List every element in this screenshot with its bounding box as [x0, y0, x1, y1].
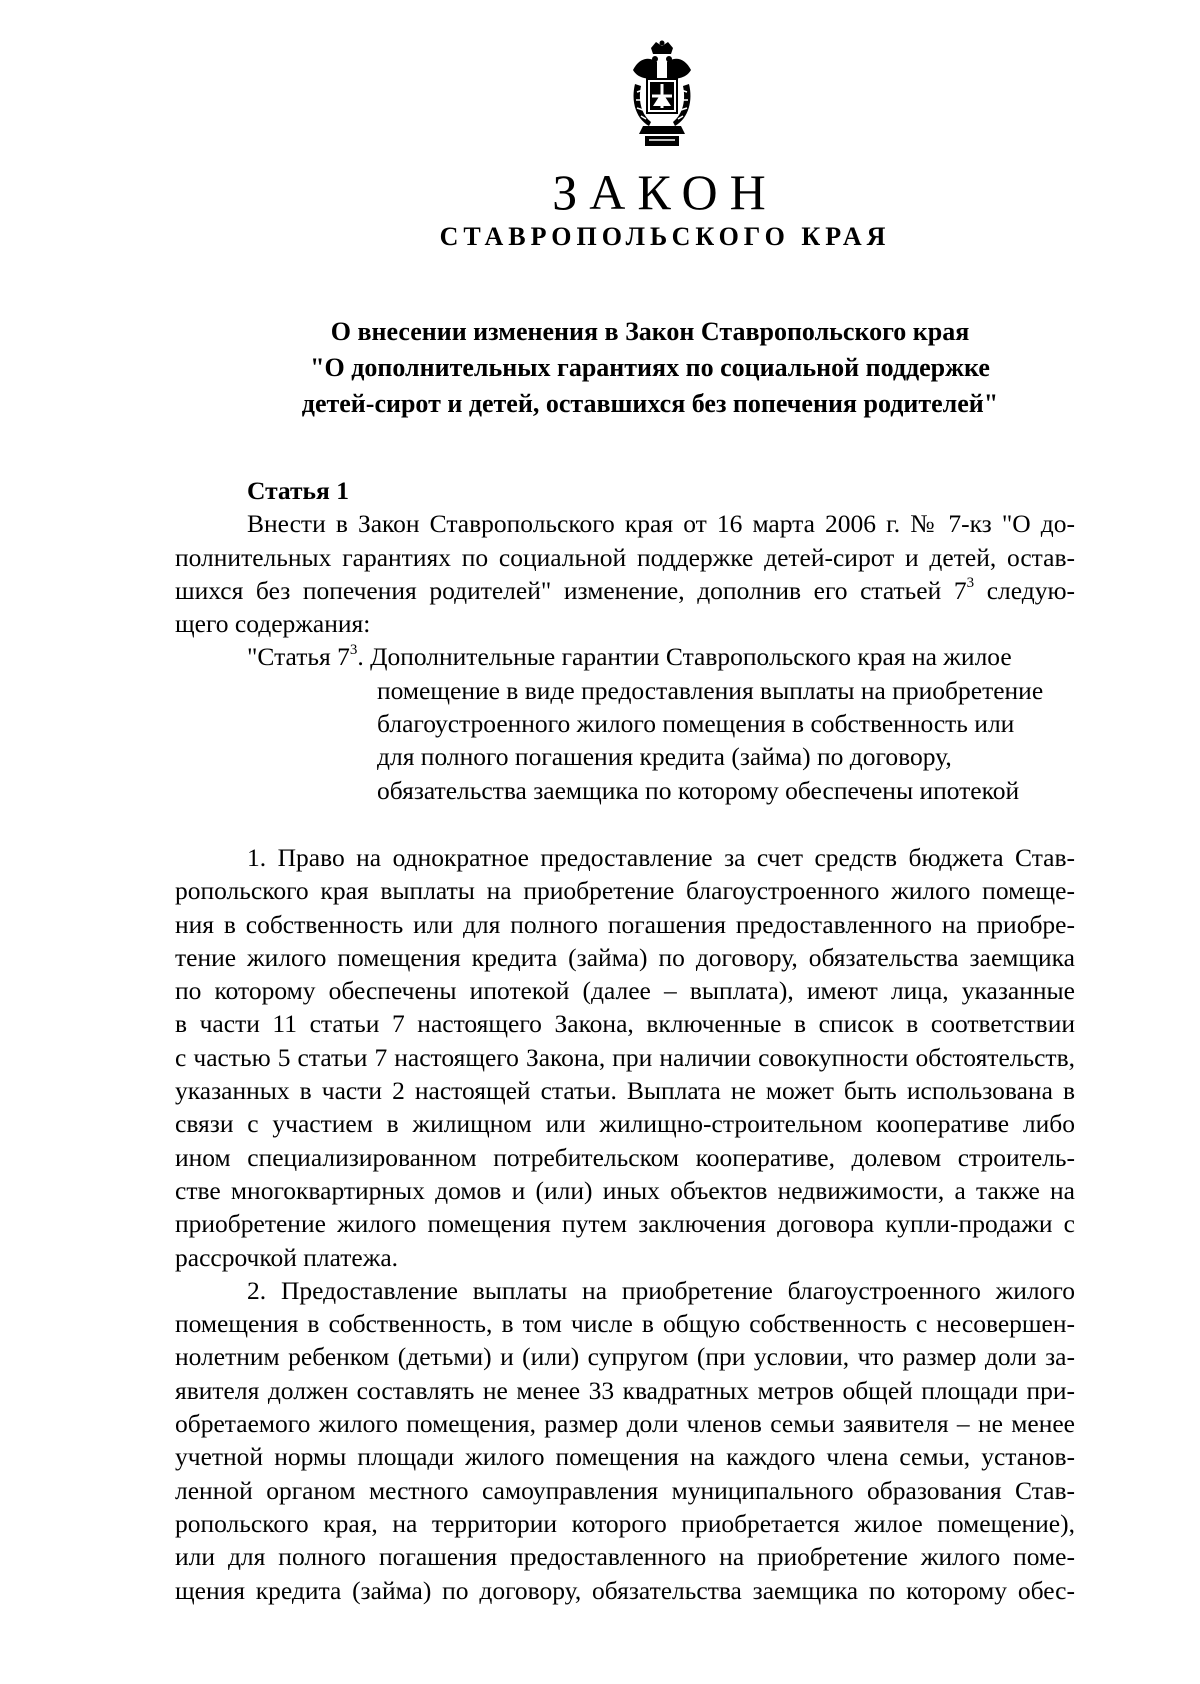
spacer [175, 807, 1075, 841]
document-body [175, 474, 1075, 1607]
text-line [175, 574, 1075, 607]
document-heading-line: детей-сирот и детей, оставшихся без попечения родителей" [301, 389, 999, 418]
paragraph-2 [175, 1274, 1075, 1607]
text-line: тение жилого помещения кредита (займа) по договору, обязательства заемщика [175, 942, 1075, 972]
superscript: 3 [349, 641, 358, 658]
text-line: учетной нормы площади жилого помещения на каждого члена семьи, установ- [175, 1442, 1075, 1472]
quoted-title-line [247, 640, 1075, 673]
text-line: ином специализированном потребительском кооперативе, долевом строитель- [175, 1142, 1075, 1172]
text-line: приобретение жилого помещения путем заключения договора купли-продажи с [175, 1209, 1075, 1239]
stavropol-coat-of-arms-icon [629, 40, 695, 150]
text-line: ропольского края, на территории которого приобретается жилое помещение), [175, 1508, 1075, 1538]
text-line: полнительных гарантиях по социальной поддержке детей-сирот и детей, остав- [175, 542, 1075, 572]
quoted-title-line: благоустроенного жилого помещения в собственность или [377, 709, 1015, 739]
quoted-title-line: для полного погашения кредита (займа) по договору, [377, 742, 952, 772]
text-line: Внести в Закон Ставропольского края от 16 марта 2006 г. № 7-кз "О до- [247, 509, 1075, 539]
text-line: помещения в собственность, в том числе в общую собственность с несовершен- [175, 1309, 1075, 1339]
text-fragment: шихся без попечения родителей" изменение, дополнив его статьей 7 [175, 575, 967, 605]
text-line: рассрочкой платежа. [175, 1242, 399, 1272]
text-line: ропольского края выплаты на приобретение благоустроенного жилого помеще- [175, 876, 1075, 906]
text-line: стве многоквартирных домов и (или) иных объектов недвижимости, а также на [175, 1175, 1075, 1205]
text-fragment: следую- [974, 575, 1075, 605]
document-heading-line: "О дополнительных гарантиях по социальной поддержке [310, 353, 990, 382]
text-line: щения кредита (займа) по договору, обязательства заемщика по которому обес- [175, 1575, 1075, 1605]
text-line: ленной органом местного самоуправления муниципального образования Став- [175, 1475, 1075, 1505]
quoted-article-title [175, 640, 1075, 806]
quoted-title-line: помещение в виде предоставления выплаты на приобретение [377, 675, 1044, 705]
text-fragment: "Статья 7 [247, 642, 350, 672]
text-line: обретаемого жилого помещения, размер доли членов семьи заявителя – не менее [175, 1409, 1075, 1439]
text-line: в части 11 статьи 7 настоящего Закона, включенные в список в соответствии [175, 1009, 1075, 1039]
text-line: нолетним ребенком (детьми) и (или) супругом (при условии, что размер доли за- [175, 1342, 1075, 1372]
document-heading [250, 314, 1050, 422]
text-line: связи с участием в жилищном или жилищно-строительном кооперативе либо [175, 1109, 1075, 1139]
text-fragment: . Дополнительные гарантии Ставропольского края на жилое [357, 642, 1012, 672]
text-line: явителя должен составлять не менее 33 квадратных метров общей площади при- [175, 1375, 1075, 1405]
superscript: 3 [966, 575, 975, 592]
text-line: по которому обеспечены ипотекой (далее – выплата), имеют лица, указанные [175, 976, 1075, 1006]
quoted-title-line: обязательства заемщика по которому обеспечены ипотекой [377, 775, 1020, 805]
paragraph-1 [175, 841, 1075, 1274]
text-line: щего содержания: [175, 609, 371, 639]
law-subtitle: СТАВРОПОЛЬСКОГО КРАЯ [439, 222, 891, 251]
text-line: ния в собственность или для полного погашения предоставленного на приобре- [175, 909, 1075, 939]
document-heading-line: О внесении изменения в Закон Ставропольского края [330, 317, 970, 346]
text-line: 1. Право на однократное предоставление за счет средств бюджета Став- [247, 842, 1075, 872]
text-line: указанных в части 2 настоящей статьи. Выплата не может быть использована в [175, 1076, 1075, 1106]
text-line: с частью 5 статьи 7 настоящего Закона, при наличии совокупности обстоятельств, [175, 1042, 1075, 1072]
text-line: или для полного погашения предоставленного на приобретение жилого поме- [175, 1542, 1075, 1572]
text-line: 2. Предоставление выплаты на приобретение благоустроенного жилого [247, 1275, 1075, 1305]
law-title: ЗАКОН [552, 164, 778, 220]
article-heading: Статья 1 [247, 476, 349, 505]
